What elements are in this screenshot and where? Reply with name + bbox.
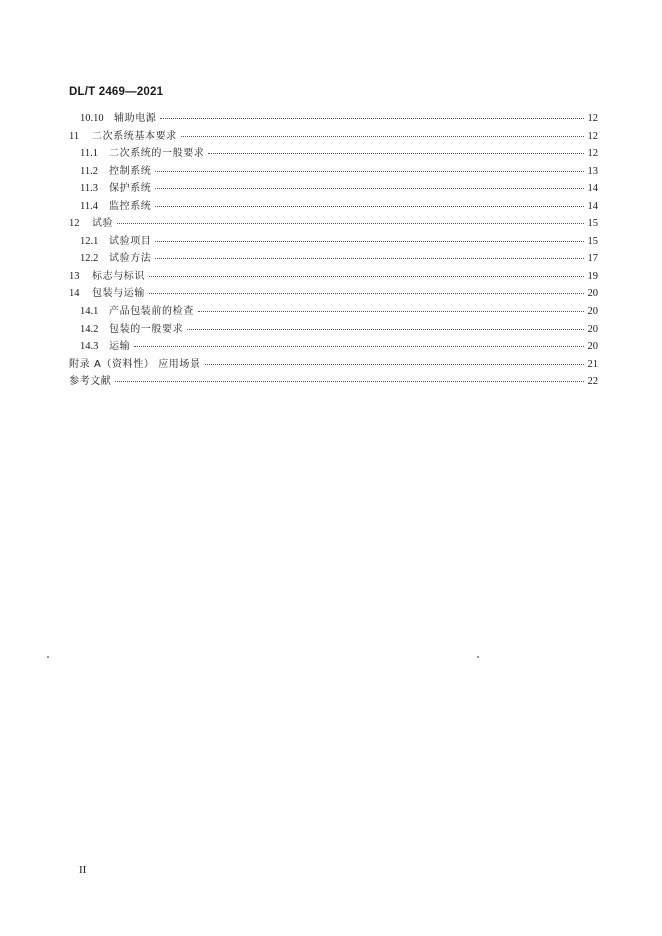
- dot-leader: [208, 153, 584, 154]
- dot-leader: [155, 241, 584, 242]
- toc-entry-number: 14.2: [80, 323, 99, 335]
- toc-entry[interactable]: [69, 197, 598, 215]
- dot-leader: [155, 171, 584, 172]
- toc-entry-number: 13: [69, 270, 80, 282]
- toc-entry-page: 22: [587, 376, 598, 388]
- toc-entry-page: 20: [587, 288, 598, 300]
- toc-entry[interactable]: [69, 232, 598, 250]
- dot-leader: [205, 364, 584, 365]
- toc-entry[interactable]: [69, 372, 598, 390]
- toc-entry[interactable]: [69, 320, 598, 338]
- toc-entry-title: 包装的一般要求: [109, 323, 184, 335]
- toc-entry[interactable]: [69, 302, 598, 320]
- toc-entry-number: 11.3: [80, 183, 98, 195]
- toc-entry-number: 11.1: [80, 148, 98, 160]
- toc-entry[interactable]: [69, 355, 598, 373]
- scan-speck: [47, 656, 49, 658]
- toc-entry-title: 监控系统: [109, 200, 152, 212]
- toc-entry-page: 15: [587, 235, 598, 247]
- dot-leader: [155, 258, 584, 259]
- toc-entry-number: 11: [69, 130, 80, 142]
- toc-entry-page: 12: [587, 113, 598, 124]
- toc-entry-title: 辅助电源: [114, 113, 157, 124]
- toc-entry-title: 试验项目: [109, 235, 152, 247]
- toc-entry-title: 二次系统基本要求: [92, 130, 177, 142]
- toc-entry-page: 20: [587, 306, 598, 318]
- toc-entry-number: 14.3: [80, 341, 99, 353]
- toc-entry-title: 产品包装前的检查: [109, 306, 194, 318]
- dot-leader: [134, 346, 584, 347]
- toc-entry-page: 15: [587, 218, 598, 230]
- toc-entry-page: 21: [587, 358, 598, 370]
- dot-leader: [115, 381, 584, 382]
- toc-entry-page: 12: [587, 130, 598, 142]
- toc-entry[interactable]: [69, 144, 598, 162]
- toc-entry-number: 12: [69, 218, 80, 230]
- toc-entry-number: 11.4: [80, 200, 98, 212]
- toc-entry[interactable]: [69, 109, 598, 127]
- toc-entry-number: 10.10: [80, 113, 104, 124]
- toc-entry-title: 控制系统: [109, 165, 152, 177]
- toc-entry-page: 14: [587, 183, 598, 195]
- toc-entry[interactable]: [69, 214, 598, 232]
- page-number-footer: II: [79, 864, 87, 876]
- dot-leader: [187, 329, 584, 330]
- toc-entry-page: 12: [587, 148, 598, 160]
- toc-entry-title: 二次系统的一般要求: [109, 148, 205, 160]
- dot-leader: [181, 136, 584, 137]
- toc-entry-page: 14: [587, 200, 598, 212]
- toc-entry-title: 试验方法: [109, 253, 152, 265]
- scan-speck: [477, 656, 479, 658]
- toc-entry-number: 12.2: [80, 253, 99, 265]
- dot-leader: [155, 188, 584, 189]
- toc-entry-number: 11.2: [80, 165, 98, 177]
- toc-entry-page: 17: [587, 253, 598, 265]
- dot-leader: [198, 311, 584, 312]
- dot-leader: [149, 276, 584, 277]
- toc-entry-title: 运输: [109, 341, 131, 353]
- toc-entry[interactable]: [69, 267, 598, 285]
- toc-entry[interactable]: [69, 337, 598, 355]
- toc-entry-number: 12.1: [80, 235, 99, 247]
- dot-leader: [155, 206, 584, 207]
- toc-entry[interactable]: [69, 162, 598, 180]
- toc-entry-page: 20: [587, 341, 598, 353]
- table-of-contents: [69, 109, 598, 390]
- toc-entry-title: 包装与运输: [92, 288, 145, 300]
- toc-entry-title: 参考文献: [69, 376, 112, 388]
- toc-entry[interactable]: [69, 284, 598, 302]
- toc-entry-title: 保护系统: [109, 183, 152, 195]
- toc-entry-title: 试验: [92, 218, 114, 230]
- dot-leader: [160, 118, 584, 119]
- toc-entry[interactable]: [69, 249, 598, 267]
- toc-entry-number: 14.1: [80, 306, 99, 318]
- toc-entry-title: 附录 A（资料性） 应用场景: [69, 358, 201, 370]
- toc-entry[interactable]: [69, 179, 598, 197]
- toc-entry-page: 19: [587, 270, 598, 282]
- toc-entry-number: 14: [69, 288, 80, 300]
- dot-leader: [149, 293, 584, 294]
- toc-entry-page: 13: [587, 165, 598, 177]
- dot-leader: [117, 223, 584, 224]
- toc-entry-title: 标志与标识: [92, 270, 145, 282]
- document-code-header: DL/T 2469—2021: [69, 86, 164, 98]
- toc-entry[interactable]: [69, 127, 598, 145]
- toc-entry-page: 20: [587, 323, 598, 335]
